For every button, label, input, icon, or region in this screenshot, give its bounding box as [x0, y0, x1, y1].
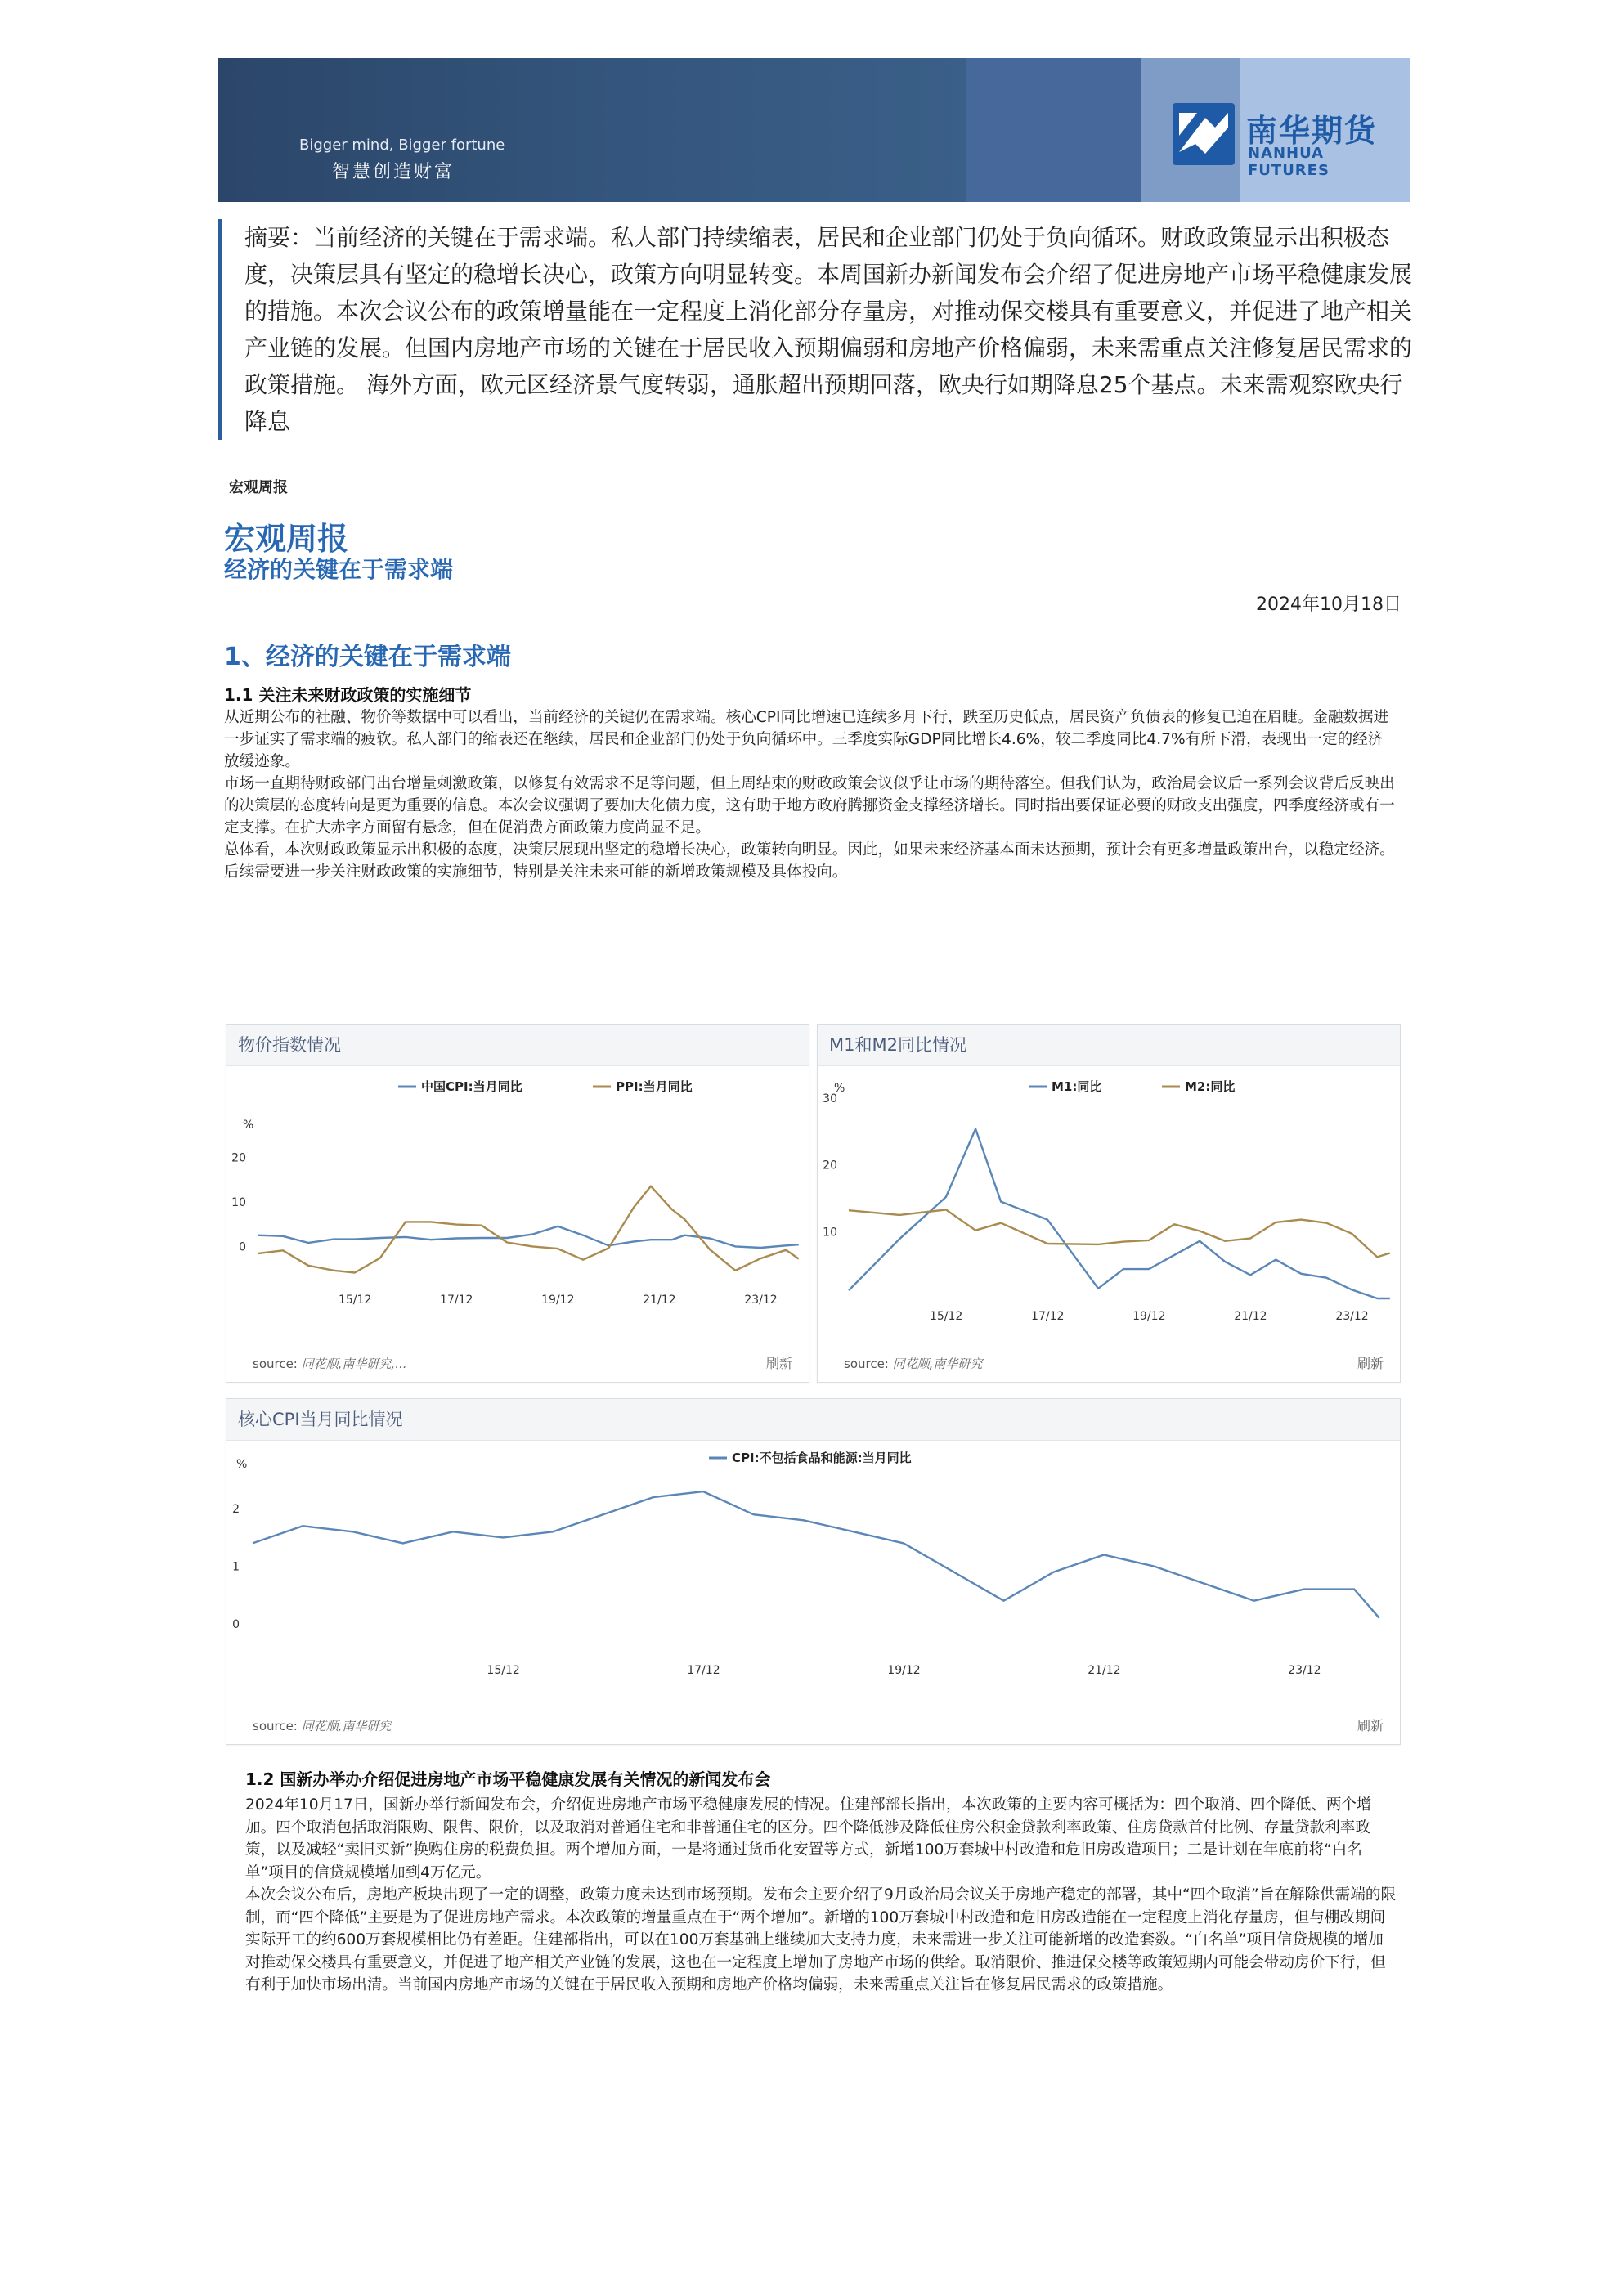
paragraph: 总体看，本次财政政策显示出积极的态度，决策层展现出坚定的稳增长决心，政策转向明显。因此，如果未来经济基本面未达预期，预计会有更多增量政策出台，以稳定经济。后续需要进一步关注财政政策的实施细节，特别是关注未来可能的新增政策规模及具体投向。: [224, 841, 1395, 881]
chart-title: 物价指数情况: [226, 1025, 809, 1066]
slogan-chinese: 智慧创造财富: [332, 162, 455, 182]
price-index-chart-panel: [226, 1024, 810, 1383]
x-tick-label: 19/12: [1132, 1310, 1166, 1323]
chart-source: [253, 1355, 407, 1372]
y-tick-label: 0: [232, 1617, 240, 1631]
subsection-heading: 1.1 关注未来财政政策的实施细节: [224, 685, 472, 705]
logo-text-english: NANHUA FUTURES: [1248, 145, 1330, 179]
chart-source: [253, 1717, 391, 1734]
x-tick-label: 17/12: [687, 1664, 720, 1677]
summary-block: 摘要：当前经济的关键在于需求端。私人部门持续缩表，居民和企业部门仍处于负向循环。财政政策显示出积极态度，决策层具有坚定的稳增长决心，政策方向明显转变。本周国新办新闻发布会介绍了促进房地产市场平稳健康发展的措施。本次会议公布的政策增量能在一定程度上消化部分存量房，对推动保交楼具有重要意义，并促进了地产相关产业链的发展。但国内房地产市场的关键在于居民收入预期偏弱和房地产价格偏弱，未来需重点关注修复居民需求的政策措施。 海外方面，欧元区经济景气度转弱，通胀超出预期回落，欧央行如期降息25个基点。未来需观察欧央行降息: [218, 219, 1414, 440]
page-title: 宏观周报: [224, 521, 349, 557]
money-supply-chart-panel: [817, 1024, 1401, 1383]
y-unit-label: %: [834, 1082, 845, 1095]
header-banner: [218, 58, 1410, 202]
legend-label: M1:同比: [1052, 1079, 1102, 1094]
legend-label: 中国CPI:当月同比: [421, 1079, 522, 1094]
x-tick-label: 15/12: [487, 1664, 520, 1677]
paragraph: 2024年10月17日，国新办举行新闻发布会，介绍促进房地产市场平稳健康发展的情况。住建部部长指出，本次政策的主要内容可概括为：四个取消、四个降低、两个增加。四个取消包括取消限购、限售、限价，以及取消对普通住宅和非普通住宅的区分。四个降低涉及降低住房公积金贷款利率政策、住房贷款首付比例、存量贷款利率政策，以及减轻“卖旧买新”换购住房的税费负担。两个增加方面，一是将通过货币化安置等方式，新增100万套城中村改造和危旧房改造项目；二是计划在年底前将“白名单”项目的信贷规模增加到4万亿元。: [245, 1796, 1372, 1881]
y-tick-label: 20: [231, 1151, 246, 1165]
report-date: 2024年10月18日: [1256, 594, 1401, 615]
y-tick-label: 30: [823, 1092, 837, 1105]
chart-source: [844, 1355, 982, 1372]
section-heading: 1、经济的关键在于需求端: [224, 643, 511, 671]
subsection-heading: 1.2 国新办举办介绍促进房地产市场平稳健康发展有关情况的新闻发布会: [245, 1769, 771, 1789]
refresh-button[interactable]: 刷新: [1357, 1718, 1384, 1733]
x-tick-label: 23/12: [1335, 1310, 1369, 1323]
core-cpi-chart-panel: [226, 1398, 1401, 1745]
paragraph: 市场一直期待财政部门出台增量刺激政策，以修复有效需求不足等问题，但上周结束的财政政策会议似乎让市场的期待落空。但我们认为，政治局会议后一系列会议背后反映出的决策层的态度转向是更为重要的信息。本次会议强调了要加大化债力度，这有助于地方政府腾挪资金支撑经济增长。同时指出要保证必要的财政支出强度，四季度经济或有一定支撑。在扩大赤字方面留有悬念，但在促消费方面政策力度尚显不足。: [224, 775, 1395, 836]
legend-label: CPI:不包括食品和能源:当月同比: [732, 1451, 912, 1465]
refresh-button[interactable]: 刷新: [1357, 1356, 1384, 1371]
series-line: [258, 1226, 799, 1248]
x-tick-label: 15/12: [929, 1310, 963, 1323]
y-tick-label: 1: [232, 1560, 240, 1574]
x-tick-label: 23/12: [1288, 1664, 1321, 1677]
series-line: [258, 1186, 799, 1273]
series-line: [253, 1491, 1379, 1618]
report-tag: 宏观周报: [229, 479, 288, 496]
money-supply-chart: [818, 1065, 1400, 1343]
x-tick-label: 19/12: [541, 1294, 575, 1307]
x-tick-label: 21/12: [1234, 1310, 1267, 1323]
section-body: [224, 706, 1395, 883]
y-unit-label: %: [243, 1119, 254, 1132]
paragraph: 本次会议公布后，房地产板块出现了一定的调整，政策力度未达到市场预期。发布会主要介绍了9月政治局会议关于房地产稳定的部署，其中“四个取消”旨在解除供需端的限制，而“四个降低”主要是为了促进房地产需求。本次政策的增量重点在于“两个增加”。新增的100万套城中村改造和危旧房改造能在一定程度上消化存量房，但与棚改期间实际开工的约600万套规模相比仍有差距。住建部指出，可以在100万套基础上继续加大支持力度，未来需进一步关注可能新增的改造套数。“白名单”项目信贷规模的增加对推动保交楼具有重要意义，并促进了地产相关产业链的发展，这也在一定程度上增加了房地产市场的供给。取消限价、推进保交楼等政策短期内可能会带动房价下行，但有利于加快市场出清。当前国内房地产市场的关键在于居民收入预期和房地产价格均偏弱，未来需重点关注旨在修复居民需求的政策措施。: [245, 1886, 1397, 1993]
x-tick-label: 23/12: [744, 1294, 778, 1307]
y-tick-label: 0: [239, 1240, 246, 1254]
y-tick-label: 10: [823, 1226, 837, 1240]
y-tick-label: 10: [231, 1195, 246, 1209]
slogan-english: Bigger mind, Bigger fortune: [299, 137, 505, 154]
series-line: [849, 1129, 1390, 1298]
chart-title: M1和M2同比情况: [818, 1025, 1400, 1066]
price-index-chart: [226, 1065, 809, 1343]
x-tick-label: 19/12: [887, 1664, 921, 1677]
source-label: source:: [844, 1357, 889, 1371]
source-value: 同花顺,南华研究: [301, 1719, 392, 1733]
paragraph: 从近期公布的社融、物价等数据中可以看出，当前经济的关键仍在需求端。核心CPI同比增速已连续多月下行，跌至历史低点，居民资产负债表的修复已迫在眉睫。金融数据进一步证实了需求端的疲软。私人部门的缩表还在继续，居民和企业部门仍处于负向循环中。三季度实际GDP同比增长4.6%，较二季度同比4.7%有所下滑，表现出一定的经济放缓迹象。: [224, 709, 1389, 770]
source-label: source:: [253, 1719, 298, 1733]
x-tick-label: 21/12: [1088, 1664, 1121, 1677]
x-tick-label: 15/12: [338, 1294, 372, 1307]
legend-label: PPI:当月同比: [616, 1079, 693, 1094]
source-value: 同花顺,南华研究,...: [301, 1357, 407, 1371]
y-tick-label: 20: [823, 1159, 837, 1173]
legend-label: M2:同比: [1185, 1079, 1236, 1094]
x-tick-label: 21/12: [643, 1294, 676, 1307]
section-body: [245, 1794, 1397, 1997]
source-label: source:: [253, 1357, 298, 1371]
core-cpi-chart: [226, 1440, 1400, 1706]
banner-bg-mid: [966, 58, 1141, 202]
refresh-button[interactable]: 刷新: [765, 1356, 792, 1371]
y-unit-label: %: [236, 1458, 248, 1471]
x-tick-label: 17/12: [440, 1294, 473, 1307]
x-tick-label: 17/12: [1031, 1310, 1065, 1323]
page-subtitle: 经济的关键在于需求端: [224, 556, 454, 583]
chart-title: 核心CPI当月同比情况: [226, 1399, 1400, 1441]
source-value: 同花顺,南华研究: [892, 1357, 983, 1371]
series-line: [849, 1209, 1390, 1257]
nanhua-logo-icon: [1173, 103, 1235, 165]
logo-text-chinese: 南华期货: [1246, 113, 1378, 149]
y-tick-label: 2: [232, 1503, 240, 1517]
banner-bg-dark: [218, 58, 966, 202]
